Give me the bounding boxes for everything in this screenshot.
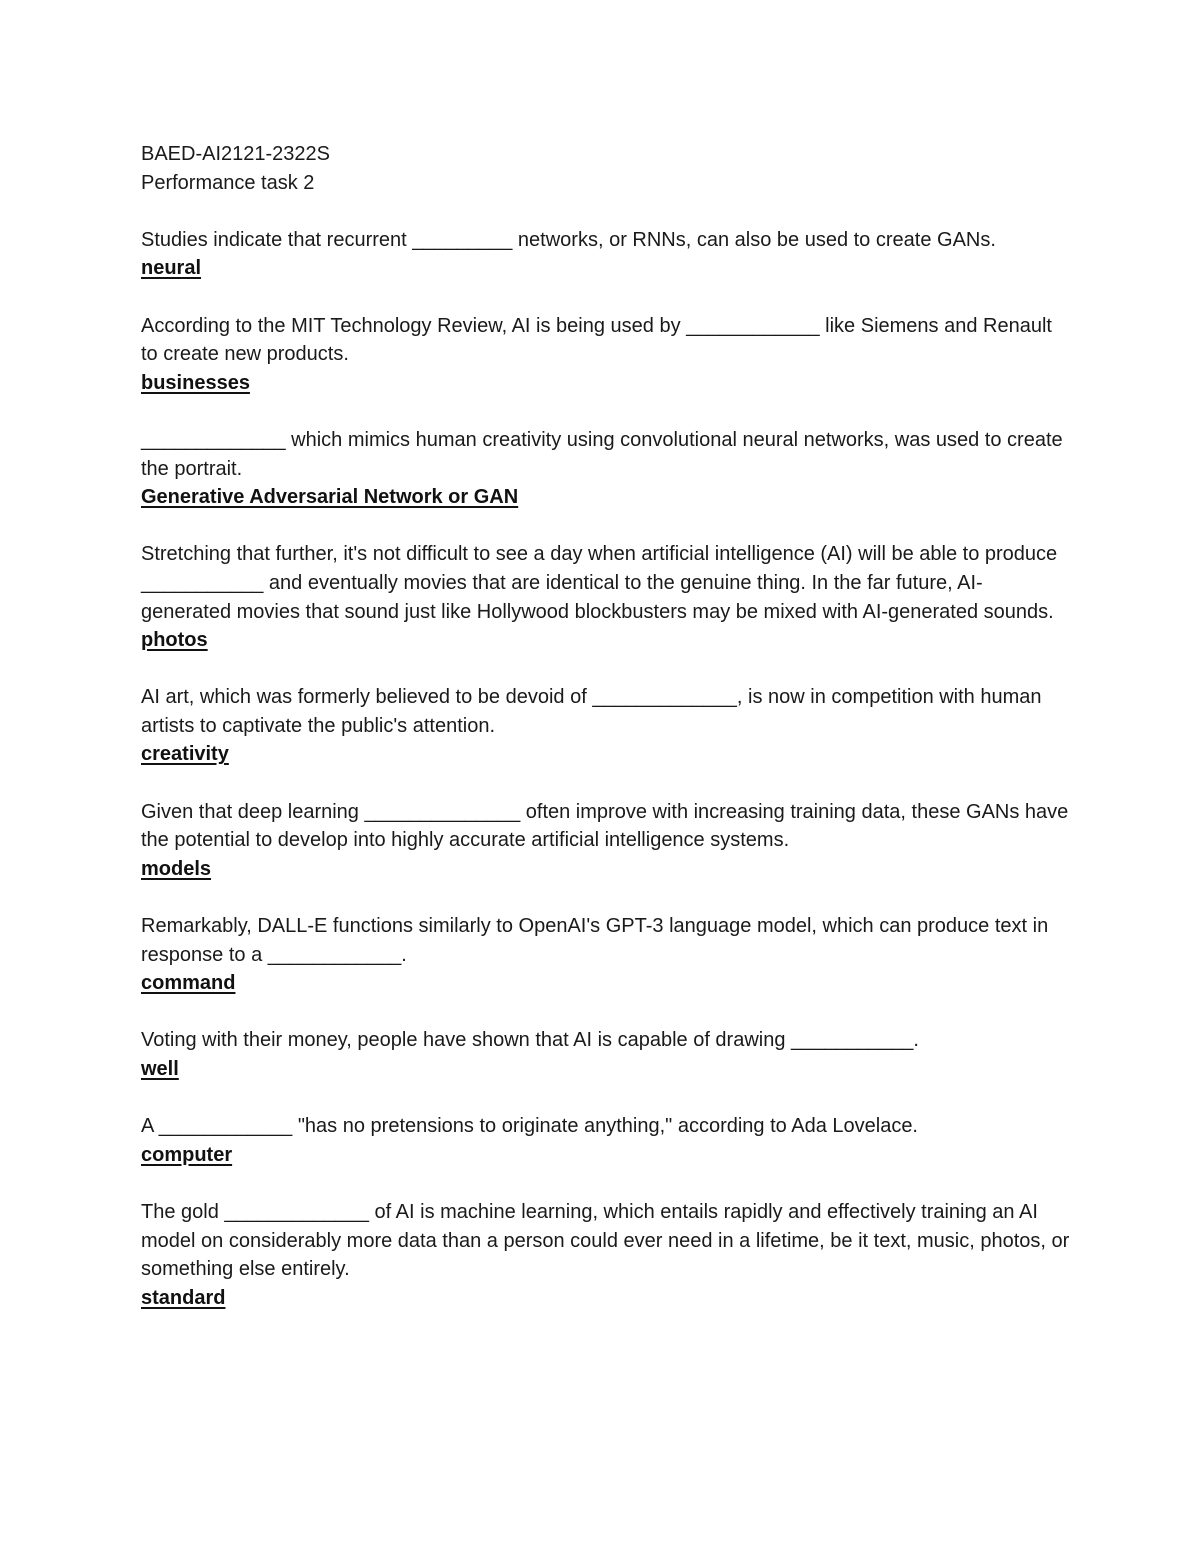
answer-text: standard	[141, 1286, 226, 1309]
question-text: Given that deep learning ______________ often improve with increasing training data, these GANs have the potential to develop into highly accurate artificial intelligence systems.	[141, 800, 1069, 852]
question-text: AI art, which was formerly believed to be devoid of _____________, is now in competition with human artists to captivate the public's attention.	[141, 686, 1042, 737]
answer-text: photos	[141, 629, 208, 652]
spacer	[141, 1169, 1071, 1198]
question-text: Voting with their money, people have shown that AI is capable of drawing ___________.	[141, 1029, 919, 1052]
course-code: BAED-AI2121-2322S	[141, 143, 331, 165]
question-item	[141, 312, 1071, 398]
question-item	[141, 226, 1071, 283]
spacer	[141, 655, 1071, 684]
question-text: A ____________ "has no pretensions to originate anything," according to Ada Lovelace.	[141, 1115, 918, 1138]
answer-text: neural	[141, 257, 202, 280]
spacer	[141, 998, 1071, 1027]
answer-text: command	[141, 972, 236, 995]
spacer	[141, 512, 1071, 541]
document-page	[141, 140, 1071, 1312]
question-text: _____________ which mimics human creativity using convolutional neural networks, was used to create the portrait.	[141, 428, 1063, 480]
question-text: Remarkably, DALL-E functions similarly to OpenAI's GPT-3 language model, which can produce text in response to a ____________.	[141, 915, 1049, 966]
spacer	[141, 283, 1071, 312]
question-text: Stretching that further, it's not difficult to see a day when artificial intelligence (AI) will be able to produce ___________ and eventually movies that are identical to the genuine thing. In the far future, AI-generated movies that sound just like Hollywood blockbusters may be mixed with AI-generated sounds.	[141, 543, 1058, 623]
question-text: The gold _____________ of AI is machine learning, which entails rapidly and effectively training an AI model on considerably more data than a person could ever need in a lifetime, be it text, music, photos, or something else entirely.	[141, 1200, 1070, 1281]
answer-text: computer	[141, 1143, 233, 1166]
question-item	[141, 1198, 1071, 1312]
question-item	[141, 1026, 1071, 1083]
question-text: According to the MIT Technology Review, AI is being used by ____________ like Siemens and Renault to create new products.	[141, 314, 1052, 366]
spacer	[141, 397, 1071, 426]
question-item	[141, 1112, 1071, 1169]
answer-text: Generative Adversarial Network or GAN	[141, 486, 519, 509]
question-item	[141, 798, 1071, 884]
spacer	[141, 769, 1071, 798]
spacer	[141, 1084, 1071, 1113]
question-item	[141, 540, 1071, 654]
answer-text: models	[141, 857, 212, 880]
question-item	[141, 912, 1071, 998]
spacer	[141, 197, 1071, 226]
question-item	[141, 426, 1071, 512]
task-title: Performance task 2	[141, 171, 315, 194]
answer-text: businesses	[141, 371, 250, 394]
question-text: Studies indicate that recurrent _________ networks, or RNNs, can also be used to create GANs.	[141, 228, 996, 251]
question-item	[141, 683, 1071, 769]
answer-text: creativity	[141, 743, 229, 766]
spacer	[141, 883, 1071, 912]
answer-text: well	[141, 1058, 179, 1080]
